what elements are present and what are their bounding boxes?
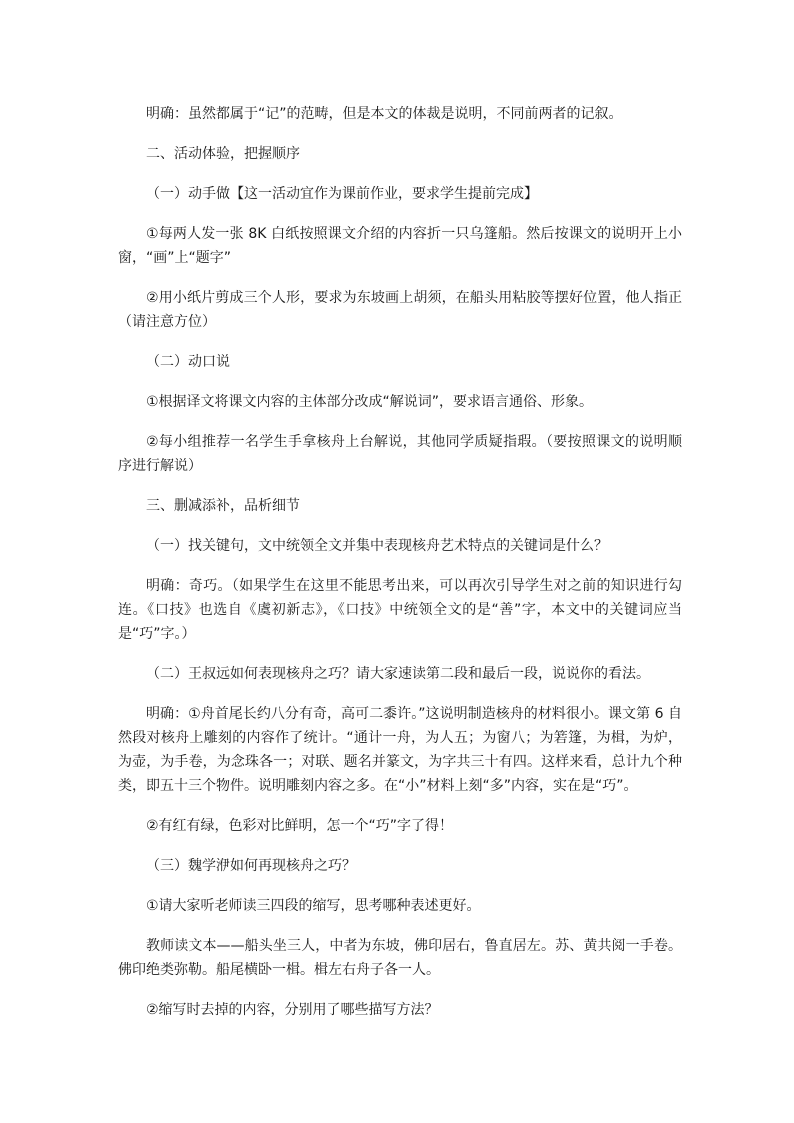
activity-item: ②每小组推荐一名学生手拿核舟上台解说，其他同学质疑指瑕。（要按照课文的说明顺序进行解说）: [118, 434, 682, 474]
subsection-heading: （一）找关键句，文中统领全文并集中表现核舟艺术特点的关键词是什么？: [146, 538, 608, 554]
section-heading: 三、删减添补，品析细节: [146, 498, 300, 514]
activity-item: ①请大家听老师读三四段的缩写，思考哪种表述更好。: [146, 898, 481, 914]
subsection-heading: （二）动口说: [146, 354, 230, 370]
document-page: [118, 102, 682, 1022]
subsection-heading: （三）魏学洢如何再现核舟之巧？: [146, 858, 356, 874]
subsection-heading: （二）王叔远如何表现核舟之巧？请大家速读第二段和最后一段，说说你的看法。: [146, 666, 650, 682]
activity-item: ②用小纸片剪成三个人形，要求为东坡画上胡须，在船头用粘胶等摆好位置，他人指正（请注意方位）: [118, 290, 682, 330]
body-paragraph: 教师读文本——船头坐三人，中者为东坡，佛印居右，鲁直居左。苏、黄共阅一手卷。佛印绝类弥勒。船尾横卧一楫。楫左右舟子各一人。: [118, 938, 682, 978]
activity-item: ①根据译文将课文内容的主体部分改成“解说词”，要求语言通俗、形象。: [146, 394, 594, 410]
body-paragraph: ②有红有绿，色彩对比鲜明，怎一个“巧”字了得！: [146, 818, 454, 834]
answer-paragraph: 明确：虽然都属于“记”的范畴，但是本文的体裁是说明，不同前两者的记叙。: [146, 106, 623, 122]
answer-paragraph: 明确：奇巧。（如果学生在这里不能思考出来，可以再次引导学生对之前的知识进行勾连。《口技》也选自《虞初新志》，《口技》中统领全文的是“善”字，本文中的关键词应当是“巧”字。）: [118, 578, 682, 642]
activity-item: ②缩写时去掉的内容，分别用了哪些描写方法？: [146, 1002, 439, 1018]
answer-paragraph: 明确：①舟首尾长约八分有奇，高可二黍许。”这说明制造核舟的材料很小。课文第 6 自然段对核舟上雕刻的内容作了统计。“通计一舟，为人五；为窗八；为箬篷，为楫，为炉，为壶，为手卷，为念珠各一；对联、题名并篆文，为字共三十有四。这样来看，总计九个种类，即五十三个物件。说明雕刻内容之多。在“小”材料上刻“多”内容，实在是“巧”。: [118, 706, 682, 794]
activity-item: ①每两人发一张 8K 白纸按照课文介绍的内容折一只乌篷船。然后按课文的说明开上小窗，“画”上“题字”: [118, 226, 682, 266]
section-heading: 二、活动体验，把握顺序: [146, 146, 300, 162]
subsection-heading: （一）动手做【这一活动宜作为课前作业，要求学生提前完成】: [146, 186, 538, 202]
